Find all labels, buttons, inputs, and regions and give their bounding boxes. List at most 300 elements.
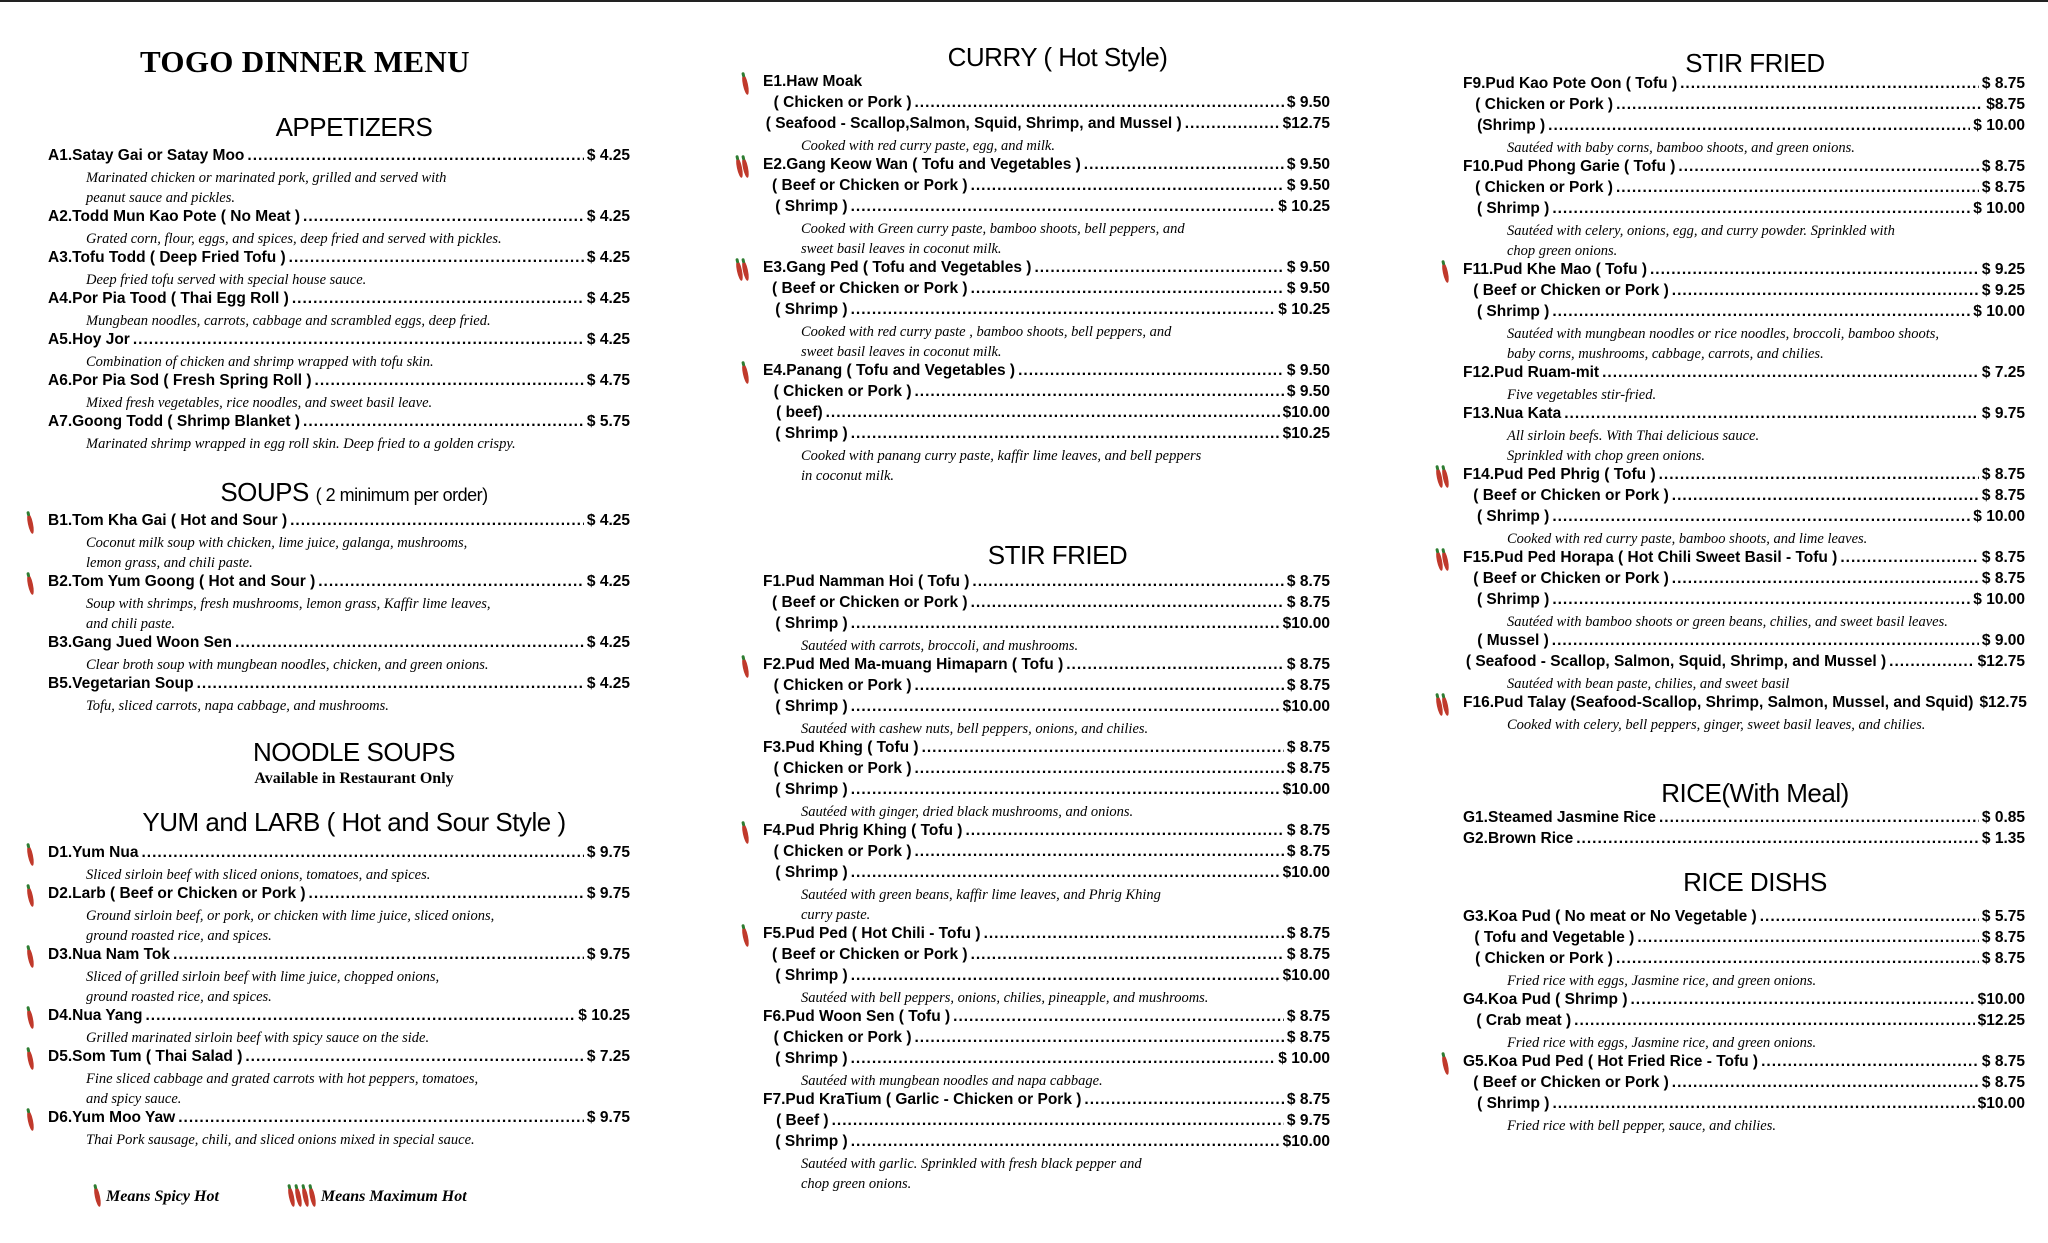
leader-dots — [914, 843, 1283, 861]
item-description: Mixed fresh vegetables, rice noodles, and sweet basil leave. — [86, 395, 433, 411]
item-row — [763, 404, 1330, 425]
leader-dots — [318, 573, 584, 591]
item-row — [763, 1050, 1330, 1071]
item-price: $10.00 — [1282, 781, 1330, 798]
spice-indicator — [28, 1111, 33, 1131]
item-row — [48, 634, 630, 655]
item-row — [763, 967, 1330, 988]
item-name: ( Chicken or Pork ) — [1475, 96, 1614, 113]
leader-dots — [1552, 591, 1970, 609]
item-name: ( Shrimp ) — [775, 1133, 848, 1150]
chili-pepper-icon — [741, 364, 750, 385]
item-description: Sautéed with cashew nuts, bell peppers, onions, and chilies. — [801, 721, 1149, 737]
leader-dots — [1066, 656, 1284, 674]
item-list — [745, 573, 1330, 1194]
item-row — [763, 1008, 1330, 1029]
item-price: $10.00 — [1282, 698, 1330, 715]
spice-indicator — [743, 658, 748, 678]
chili-pepper-icon — [741, 824, 750, 845]
item-code: F9. — [1463, 75, 1486, 92]
item-price: $10.00 — [1977, 1095, 2025, 1112]
item-row — [763, 822, 1330, 843]
menu-item — [48, 331, 630, 372]
section-heading: APPETIZERS — [275, 112, 433, 142]
spice-indicator — [28, 887, 33, 907]
item-row — [48, 946, 630, 967]
item-price: $ 9.75 — [586, 946, 630, 963]
chili-pepper-icon — [26, 1009, 35, 1030]
item-row — [48, 573, 630, 594]
menu-item — [745, 656, 1330, 739]
menu-item — [1445, 405, 2025, 466]
leader-dots — [1616, 179, 1979, 197]
leader-dots — [1548, 117, 1970, 135]
item-price: $ 8.75 — [1981, 1053, 2025, 1070]
item-row — [1463, 466, 2025, 487]
item-code: F4. — [763, 822, 786, 839]
item-row — [48, 147, 630, 168]
item-price: $ 10.00 — [1973, 508, 2025, 525]
chili-pepper-icon — [26, 948, 35, 969]
item-price: $ 8.75 — [1981, 929, 2025, 946]
item-name: Pud Med Ma-muang Himaparn ( Tofu ) — [785, 656, 1064, 673]
item-name: Por Pia Sod ( Fresh Spring Roll ) — [72, 372, 312, 389]
item-code: F14. — [1463, 466, 1495, 483]
item-row — [763, 698, 1330, 719]
spice-indicator — [28, 846, 33, 866]
item-price: $12.75 — [1977, 653, 2025, 670]
item-name: ( Chicken or Pork ) — [773, 843, 912, 860]
item-price: $ 7.25 — [1981, 364, 2025, 381]
menu-item — [48, 1007, 630, 1048]
item-code: D2. — [48, 885, 73, 902]
section-heading — [48, 477, 630, 508]
leader-dots — [1552, 508, 1970, 526]
item-description: chop green onions. — [801, 1176, 912, 1192]
item-price: $ 8.75 — [1286, 925, 1330, 942]
item-row — [763, 864, 1330, 885]
item-description: Deep fried tofu served with special house sauce. — [86, 272, 367, 288]
item-row — [1463, 1053, 2025, 1074]
item-price: $ 9.75 — [586, 844, 630, 861]
item-price: $ 9.25 — [1981, 282, 2025, 299]
item-name: ( beef) — [776, 404, 823, 421]
leader-dots — [851, 864, 1280, 882]
item-description: Fried rice with eggs, Jasmine rice, and green onions. — [1507, 973, 1817, 989]
legend-peppers — [289, 1187, 315, 1207]
section-note: ( 2 minimum per order) — [315, 485, 488, 505]
item-name: Nua Yang — [72, 1007, 143, 1024]
menu-item — [745, 739, 1330, 822]
item-code: F5. — [763, 925, 786, 942]
item-price: $ 8.75 — [1286, 594, 1330, 611]
chili-pepper-icon — [26, 1111, 35, 1132]
item-row — [763, 760, 1330, 781]
leader-dots — [1889, 653, 1974, 671]
item-row — [48, 844, 630, 865]
leader-dots — [133, 331, 584, 349]
item-price: $12.75 — [1282, 115, 1330, 132]
item-row — [763, 198, 1330, 219]
item-price: $12.75 — [1979, 694, 2027, 711]
item-price: $ 9.50 — [1286, 259, 1330, 276]
item-row — [763, 573, 1330, 594]
menu-item — [1445, 549, 2025, 694]
leader-dots — [303, 413, 584, 431]
item-description: ground roasted rice, and spices. — [86, 989, 272, 1005]
item-price: $ 5.75 — [586, 413, 630, 430]
item-name: ( Beef or Chicken or Pork ) — [772, 280, 968, 297]
item-price: $ 10.00 — [1973, 200, 2025, 217]
item-name: ( Crab meat ) — [1476, 1012, 1572, 1029]
leader-dots — [1034, 259, 1283, 277]
item-code: F6. — [763, 1008, 786, 1025]
item-name: Vegetarian Soup — [72, 675, 194, 692]
item-price: $ 8.75 — [1286, 1091, 1330, 1108]
leader-dots — [851, 698, 1280, 716]
leader-dots — [173, 946, 584, 964]
item-row — [763, 280, 1330, 301]
item-price: $ 9.00 — [1981, 632, 2025, 649]
item-row — [763, 383, 1330, 404]
item-price: $ 8.75 — [1981, 570, 2025, 587]
item-name: (Shrimp ) — [1477, 117, 1546, 134]
item-price: $ 4.25 — [586, 208, 630, 225]
leader-dots — [1672, 570, 1979, 588]
item-row — [763, 1133, 1330, 1154]
item-row — [763, 656, 1330, 677]
item-price: $ 8.75 — [1981, 179, 2025, 196]
leader-dots — [1552, 200, 1970, 218]
leader-dots — [1840, 549, 1979, 567]
section-heading-text: SOUPS — [220, 477, 309, 507]
leader-dots — [1564, 405, 1979, 423]
leader-dots — [1659, 809, 1979, 827]
item-price: $ 4.25 — [586, 331, 630, 348]
item-price: $ 9.75 — [1286, 1112, 1330, 1129]
item-price: $ 8.75 — [1981, 950, 2025, 967]
item-code: F1. — [763, 573, 786, 590]
item-name: ( Shrimp ) — [775, 425, 848, 442]
item-code: B3. — [48, 634, 73, 651]
leader-dots — [290, 512, 584, 530]
leader-dots — [851, 615, 1280, 633]
item-name: Koa Pud Ped ( Hot Fried Rice - Tofu ) — [1487, 1053, 1759, 1070]
item-price: $ 8.75 — [1286, 739, 1330, 756]
item-price: $ 8.75 — [1981, 549, 2025, 566]
leader-dots — [851, 301, 1276, 319]
item-row — [763, 946, 1330, 967]
item-code: F12. — [1463, 364, 1495, 381]
leader-dots — [971, 946, 1284, 964]
item-list — [48, 512, 630, 716]
item-description: in coconut milk. — [801, 468, 895, 484]
item-price: $ 4.25 — [586, 675, 630, 692]
leader-dots — [235, 634, 584, 652]
spice-indicator — [743, 364, 748, 384]
item-description: Cooked with Green curry paste, bamboo shoots, bell peppers, and — [801, 221, 1185, 237]
item-row — [1463, 282, 2025, 303]
spice-indicator — [1437, 551, 1448, 571]
chili-pepper-icon — [26, 514, 35, 535]
item-row — [763, 594, 1330, 615]
item-price: $ 10.00 — [1973, 117, 2025, 134]
leader-dots — [826, 404, 1280, 422]
item-description: baby corns, mushrooms, cabbage, carrots, and chilies. — [1507, 346, 1824, 362]
leader-dots — [1574, 1012, 1974, 1030]
item-row — [763, 362, 1330, 383]
leader-dots — [1680, 75, 1979, 93]
item-row — [763, 156, 1330, 177]
item-name: Nua Kata — [1494, 405, 1562, 422]
item-price: $ 8.75 — [1286, 656, 1330, 673]
item-name: Pud Namman Hoi ( Tofu ) — [785, 573, 970, 590]
item-description: Soup with shrimps, fresh mushrooms, lemon grass, Kaffir lime leaves, — [86, 596, 491, 612]
item-code: F7. — [763, 1091, 786, 1108]
item-name: Todd Mun Kao Pote ( No Meat ) — [72, 208, 301, 225]
item-price: $ 9.50 — [1286, 383, 1330, 400]
item-code: A1. — [48, 147, 73, 164]
item-description: Tofu, sliced carrots, napa cabbage, and mushrooms. — [86, 698, 389, 714]
spice-indicator — [28, 1050, 33, 1070]
leader-dots — [1602, 364, 1979, 382]
item-row — [1463, 908, 2025, 929]
leader-dots — [1084, 156, 1284, 174]
item-description: and spicy sauce. — [86, 1091, 182, 1107]
item-code: A4. — [48, 290, 73, 307]
item-row — [763, 115, 1330, 136]
item-name: Gang Keow Wan ( Tofu and Vegetables ) — [786, 156, 1081, 173]
leader-dots — [1672, 282, 1979, 300]
item-row — [1463, 950, 2025, 971]
leader-dots — [1552, 632, 1979, 650]
item-name: ( Chicken or Pork ) — [773, 94, 912, 111]
item-row — [1463, 632, 2025, 653]
item-row — [48, 208, 630, 229]
item-name: ( Chicken or Pork ) — [1475, 950, 1613, 967]
item-name: ( Shrimp ) — [1476, 303, 1550, 320]
leader-dots — [1084, 1091, 1283, 1109]
item-row — [48, 413, 630, 434]
menu-item — [48, 290, 630, 331]
leader-dots — [292, 290, 584, 308]
menu-item — [745, 573, 1330, 656]
item-price: $ 8.75 — [1286, 1029, 1330, 1046]
item-price: $ 10.00 — [1973, 591, 2025, 608]
item-description: Sprinkled with chop green onions. — [1507, 448, 1706, 464]
item-row — [1463, 570, 2025, 591]
item-name: ( Shrimp ) — [1476, 508, 1550, 525]
menu-item — [1445, 75, 2025, 158]
item-name: Por Pia Tood ( Thai Egg Roll ) — [72, 290, 289, 307]
leader-dots — [972, 573, 1284, 591]
menu-item — [48, 413, 630, 454]
item-description: Sautéed with garlic. Sprinkled with fresh black pepper and — [801, 1156, 1142, 1172]
item-name: ( Shrimp ) — [775, 781, 848, 798]
leader-dots — [1552, 1095, 1974, 1113]
item-price: $10.00 — [1282, 967, 1330, 984]
leader-dots — [1761, 1053, 1979, 1071]
item-description: Cooked with panang curry paste, kaffir lime leaves, and bell peppers — [801, 448, 1202, 464]
item-description: Cooked with red curry paste, egg, and milk. — [801, 138, 1055, 154]
rice-section — [1445, 778, 2025, 851]
item-row — [763, 677, 1330, 698]
leader-dots — [851, 1133, 1280, 1151]
item-name: Koa Pud ( No meat or No Vegetable ) — [1487, 908, 1757, 925]
rice-dishes-section — [1445, 867, 2025, 1136]
item-name: Yum Nua — [72, 844, 139, 861]
menu-item — [48, 512, 630, 573]
chili-pepper-icon — [93, 1187, 102, 1208]
item-price: $ 9.50 — [1286, 94, 1330, 111]
item-description: chop green onions. — [1507, 243, 1618, 259]
item-price: $ 10.00 — [1278, 1050, 1330, 1067]
spice-indicator — [28, 514, 33, 534]
spice-indicator — [28, 1009, 33, 1029]
spice-legend — [95, 1187, 467, 1207]
item-name: Pud Ped ( Hot Chili - Tofu ) — [785, 925, 981, 942]
menu-item — [48, 885, 630, 946]
menu-item — [48, 946, 630, 1007]
item-row — [1463, 508, 2025, 529]
leader-dots — [245, 1048, 584, 1066]
menu-item — [48, 249, 630, 290]
item-row — [763, 843, 1330, 864]
item-name: Tom Yum Goong ( Hot and Sour ) — [72, 573, 316, 590]
spice-indicator — [737, 261, 748, 281]
item-code: D6. — [48, 1109, 73, 1126]
item-description: Sautéed with baby corns, bamboo shoots, and green onions. — [1507, 140, 1855, 156]
menu-item — [745, 259, 1330, 362]
item-row — [48, 372, 630, 393]
item-description: All sirloin beefs. With Thai delicious sauce. — [1507, 428, 1760, 444]
leader-dots — [922, 739, 1284, 757]
leader-dots — [1672, 487, 1979, 505]
item-price: $ 5.75 — [1981, 908, 2025, 925]
item-description: Sautéed with celery, onions, egg, and curry powder. Sprinkled with — [1507, 223, 1895, 239]
leader-dots — [1185, 115, 1280, 133]
spice-indicator — [1443, 263, 1448, 283]
item-price: $ 8.75 — [1286, 1008, 1330, 1025]
item-name: ( Shrimp ) — [775, 864, 848, 881]
item-price: $10.00 — [1282, 864, 1330, 881]
item-name: ( Shrimp ) — [775, 1050, 848, 1067]
item-description: lemon grass, and chili paste. — [86, 555, 253, 571]
menu-item — [745, 822, 1330, 925]
item-row — [763, 739, 1330, 760]
item-code: D5. — [48, 1048, 73, 1065]
item-price: $10.00 — [1977, 991, 2025, 1008]
chili-pepper-icon — [26, 575, 35, 596]
item-name: ( Mussel ) — [1477, 632, 1549, 649]
item-price: $ 10.00 — [1973, 303, 2025, 320]
item-name: Yum Moo Yaw — [72, 1109, 176, 1126]
item-name: Larb ( Beef or Chicken or Pork ) — [72, 885, 306, 902]
item-row — [763, 615, 1330, 636]
leader-dots — [1678, 158, 1978, 176]
yum-larb-section — [48, 807, 630, 1150]
item-description: Cooked with red curry paste , bamboo shoots, bell peppers, and — [801, 324, 1172, 340]
chili-pepper-icon — [26, 1050, 35, 1071]
item-row — [763, 1091, 1330, 1112]
item-price: $10.00 — [1282, 1133, 1330, 1150]
leader-dots — [953, 1008, 1284, 1026]
item-description: ground roasted rice, and spices. — [86, 928, 272, 944]
legend-spicy — [95, 1187, 219, 1207]
menu-item — [48, 844, 630, 885]
chili-pepper-icon — [1441, 263, 1450, 284]
item-name: ( Beef or Chicken or Pork ) — [1473, 282, 1669, 299]
menu-item — [1445, 830, 2025, 851]
item-price: $ 8.75 — [1981, 75, 2025, 92]
item-description: Thai Pork sausage, chili, and sliced onions mixed in special sauce. — [86, 1132, 475, 1148]
item-price: $ 0.85 — [1981, 809, 2025, 826]
item-description: Ground sirloin beef, or pork, or chicken with lime juice, sliced onions, — [86, 908, 495, 924]
chili-pepper-icon — [26, 887, 35, 908]
item-row — [1463, 809, 2025, 830]
leader-dots — [1616, 950, 1979, 968]
item-price: $8.75 — [1986, 96, 2025, 113]
leader-dots — [247, 147, 583, 165]
item-row — [1463, 991, 2025, 1012]
item-name: ( Shrimp ) — [775, 967, 848, 984]
item-name: Panang ( Tofu and Vegetables ) — [786, 362, 1016, 379]
item-row — [1463, 830, 2025, 851]
item-list — [1445, 809, 2025, 851]
section-heading: RICE DISHS — [1683, 867, 1827, 897]
leader-dots — [1630, 991, 1974, 1009]
legend-maximum-label: Means Maximum Hot — [320, 1188, 467, 1205]
item-name: ( Shrimp ) — [1476, 591, 1550, 608]
item-price: $ 10.25 — [1278, 301, 1330, 318]
leader-dots — [197, 675, 584, 693]
item-row — [48, 331, 630, 352]
leader-dots — [965, 822, 1283, 840]
item-code: A2. — [48, 208, 73, 225]
leader-dots — [303, 208, 584, 226]
item-code: F13. — [1463, 405, 1495, 422]
item-row — [763, 781, 1330, 802]
menu-item — [1445, 1053, 2025, 1136]
item-row — [1463, 75, 2025, 96]
spice-indicator — [743, 75, 748, 95]
item-name: ( Shrimp ) — [1476, 200, 1550, 217]
item-row — [48, 675, 630, 696]
item-name: Pud Phrig Khing ( Tofu ) — [785, 822, 963, 839]
item-price: $ 8.75 — [1286, 677, 1330, 694]
item-price: $ 8.75 — [1981, 487, 2025, 504]
item-code: F16. — [1463, 694, 1495, 711]
leader-dots — [1672, 1074, 1979, 1092]
item-name: ( Beef or Chicken or Pork ) — [772, 177, 968, 194]
leader-dots — [914, 760, 1283, 778]
item-row — [763, 1029, 1330, 1050]
menu-item — [1445, 694, 2025, 735]
menu-item — [48, 675, 630, 716]
menu-item — [1445, 466, 2025, 549]
item-list — [1445, 75, 2025, 735]
item-code: E2. — [763, 156, 787, 173]
item-list — [745, 73, 1330, 486]
item-name: Pud Ped Horapa ( Hot Chili Sweet Basil - Tofu ) — [1494, 549, 1838, 566]
item-row — [1463, 261, 2025, 282]
spice-indicator — [743, 927, 748, 947]
leader-dots — [971, 280, 1284, 298]
item-description: Mungbean noodles, carrots, cabbage and scrambled eggs, deep fried. — [86, 313, 491, 329]
item-name: Pud KraTium ( Garlic - Chicken or Pork ) — [785, 1091, 1082, 1108]
item-price: $ 4.75 — [586, 372, 630, 389]
item-description: sweet basil leaves in coconut milk. — [801, 241, 1002, 257]
